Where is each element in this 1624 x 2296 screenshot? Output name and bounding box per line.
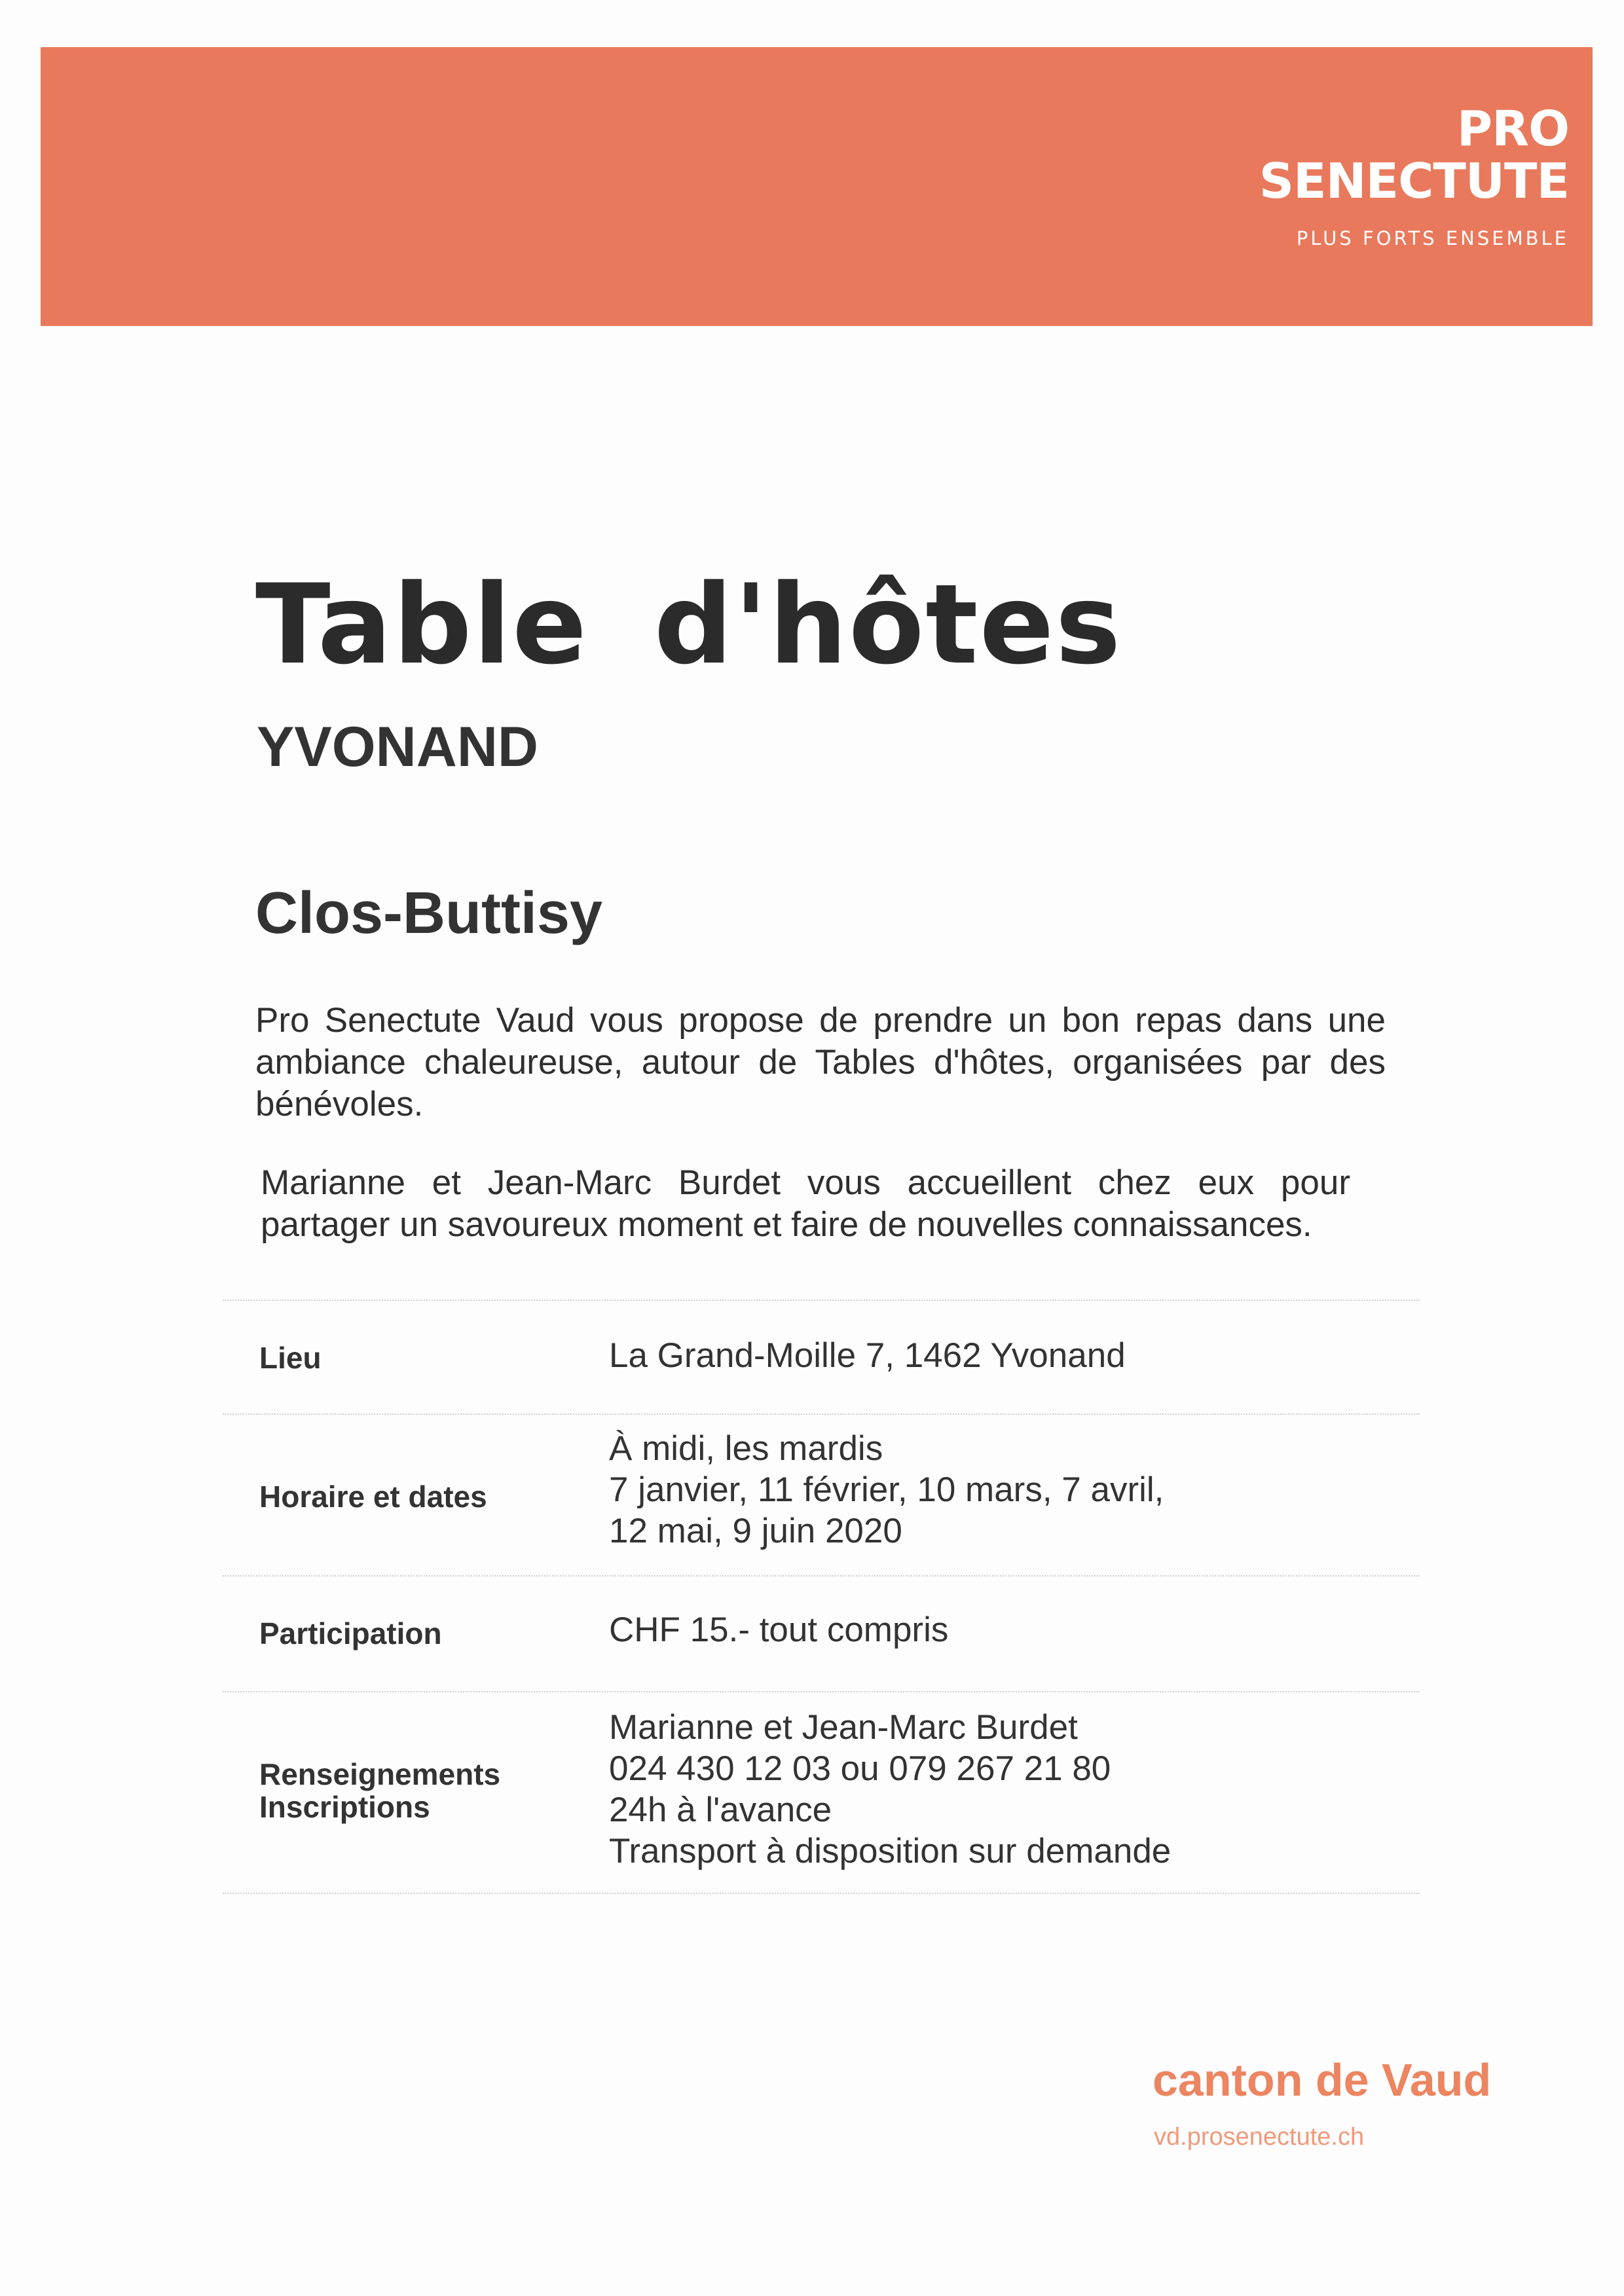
page-subtitle: YVONAND — [257, 716, 539, 778]
info-label: Participation — [259, 1616, 442, 1650]
header-banner — [41, 47, 1593, 326]
canton-label: canton de Vaud — [1153, 2054, 1492, 2105]
section-title: Clos-Buttisy — [255, 881, 603, 946]
intro-paragraph: Pro Senectute Vaud vous propose de prendre un bon repas dans une ambiance chaleureuse, autour de Tables d'hôtes, organisées par des bénévoles. — [255, 1001, 1386, 1123]
contact-line: Marianne et Jean-Marc Burdet — [609, 1708, 1078, 1747]
info-table — [223, 1300, 1420, 1894]
info-value — [609, 1707, 1171, 1872]
logo-tagline: PLUS FORTS ENSEMBLE — [1296, 227, 1569, 249]
website-link[interactable]: vd.prosenectute.ch — [1154, 2123, 1365, 2151]
info-value: La Grand-Moille 7, 1462 Yvonand — [609, 1336, 1126, 1375]
horaire-line: 12 mai, 9 juin 2020 — [609, 1512, 902, 1550]
logo-text-senectute: SENECTUTE — [1259, 153, 1569, 210]
info-row-lieu — [223, 1300, 1420, 1413]
logo-text-pro: PRO — [1456, 101, 1569, 157]
horaire-line: À midi, les mardis — [609, 1429, 883, 1468]
hosts-paragraph: Marianne et Jean-Marc Burdet vous accueillent chez eux pour partager un savoureux moment et faire de nouvelles connaissances. — [261, 1163, 1350, 1244]
info-row-horaire — [223, 1413, 1420, 1575]
contact-line: Transport à disposition sur demande — [609, 1832, 1172, 1870]
info-label — [259, 1758, 500, 1823]
contact-line: 024 430 12 03 ou 079 267 21 80 — [609, 1749, 1111, 1788]
horaire-line: 7 janvier, 11 février, 10 mars, 7 avril, — [609, 1470, 1164, 1509]
label-line: Renseignements — [259, 1757, 501, 1791]
page-title: Table d'hôtes — [255, 560, 1122, 689]
info-row-participation — [223, 1575, 1420, 1691]
info-value — [609, 1428, 1164, 1552]
info-value: CHF 15.- tout compris — [609, 1611, 949, 1649]
label-line: Inscriptions — [259, 1790, 430, 1824]
info-label: Lieu — [259, 1341, 322, 1375]
pro-senectute-logo — [1259, 103, 1569, 249]
info-label: Horaire et dates — [259, 1480, 487, 1514]
contact-line: 24h à l'avance — [609, 1791, 832, 1829]
info-row-renseignements — [223, 1691, 1420, 1894]
